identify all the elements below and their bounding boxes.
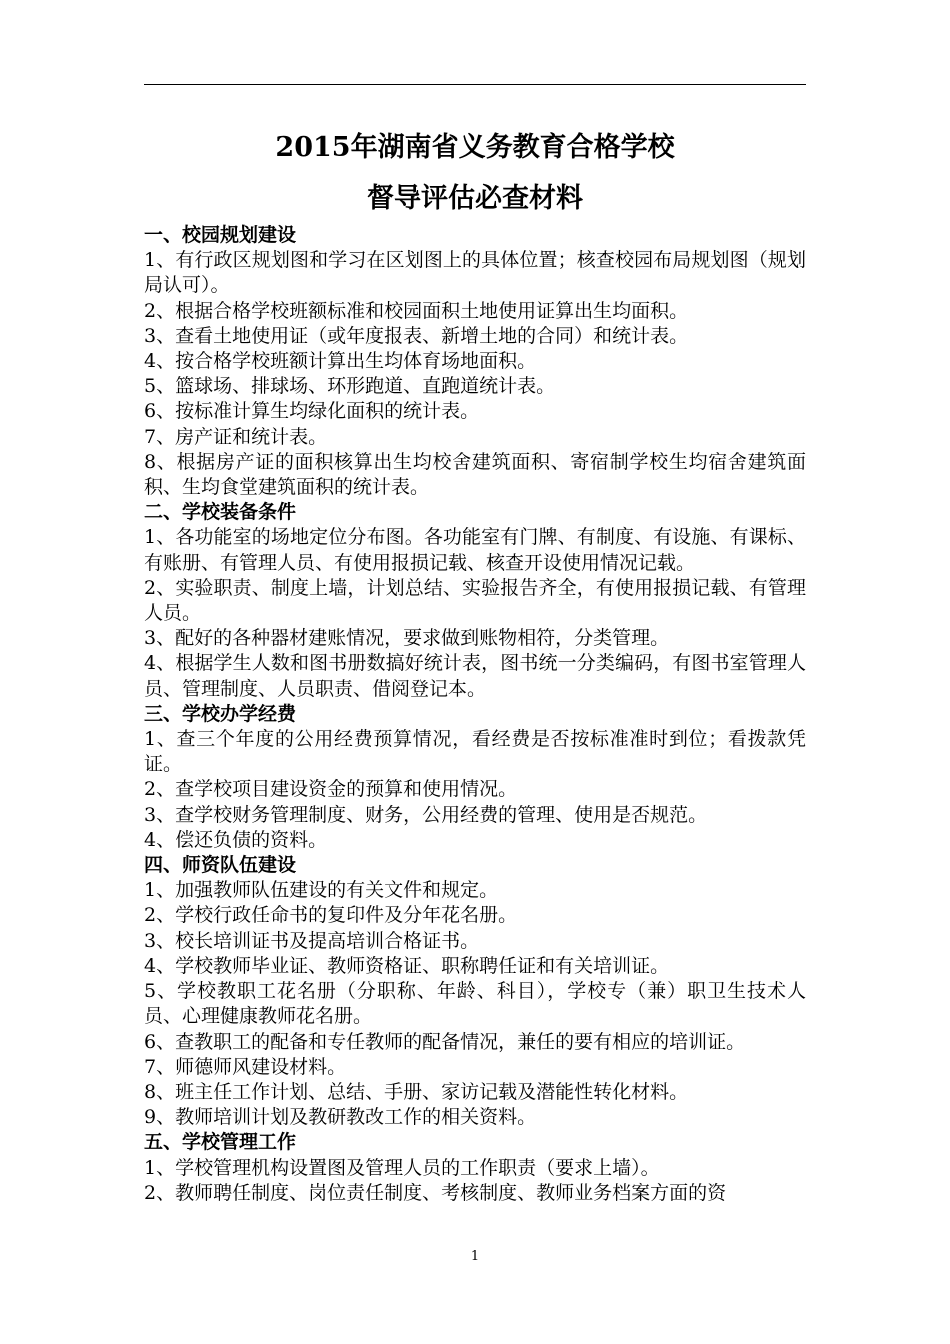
list-item: 4、按合格学校班额计算出生均体育场地面积。 (144, 350, 537, 373)
document-title-line-2: 督导评估必查材料 (367, 183, 583, 214)
list-item: 4、学校教师毕业证、教师资格证、职称聘任证和有关培训证。 (144, 954, 670, 977)
list-item: 1、学校管理机构设置图及管理人员的工作职责（要求上墙）。 (144, 1156, 660, 1179)
list-item: 3、查学校财务管理制度、财务，公用经费的管理、使用是否规范。 (144, 803, 708, 826)
section-heading: 一、校园规划建设 (144, 224, 297, 246)
list-item: 6、按标准计算生均绿化面积的统计表。 (144, 400, 480, 423)
list-item: 3、查看土地使用证（或年度报表、新增土地的合同）和统计表。 (144, 324, 689, 347)
section-school-funding (144, 702, 806, 853)
list-item: 8、班主任工作计划、总结、手册、家访记载及潜能性转化材料。 (144, 1080, 689, 1103)
list-item: 5、篮球场、排球场、环形跑道、直跑道统计表。 (144, 375, 556, 398)
section-heading: 五、学校管理工作 (144, 1131, 297, 1154)
section-heading: 二、学校装备条件 (144, 501, 297, 524)
list-item: 4、偿还负债的资料。 (144, 828, 328, 851)
page-number: 1 (470, 1249, 480, 1264)
list-item: 2、实验职责、制度上墙，计划总结、实验报告齐全，有使用报损记载、有管理人员。 (144, 576, 806, 625)
list-item: 2、查学校项目建设资金的预算和使用情况。 (144, 778, 518, 801)
section-teaching-staff (144, 853, 806, 1130)
section-heading: 三、学校办学经费 (144, 702, 297, 725)
list-item: 7、师德师风建设材料。 (144, 1055, 347, 1078)
list-item: 2、根据合格学校班额标准和校园面积土地使用证算出生均面积。 (144, 299, 689, 322)
document-body (144, 223, 806, 1206)
list-item: 4、根据学生人数和图书册数搞好统计表，图书统一分类编码，有图书室管理人员、管理制度、人员职责、借阅登记本。 (144, 652, 806, 700)
section-heading: 四、师资队伍建设 (144, 854, 297, 877)
list-item: 3、校长培训证书及提高培训合格证书。 (144, 929, 480, 952)
list-item: 1、有行政区规划图和学习在区划图上的具体位置；核查校园布局规划图（规划局认可）。 (144, 249, 806, 297)
list-item: 1、各功能室的场地定位分布图。各功能室有门牌、有制度、有设施、有课标、有账册、有管理人员、有使用报损记载、核查开设使用情况记载。 (144, 526, 806, 574)
header-rule (144, 84, 806, 85)
document-title-line-1: 2015年湖南省义务教育合格学校 (275, 132, 675, 163)
list-item: 2、教师聘任制度、岗位责任制度、考核制度、教师业务档案方面的资 (144, 1181, 727, 1204)
list-item: 3、配好的各种器材建账情况，要求做到账物相符，分类管理。 (144, 627, 670, 650)
list-item: 9、教师培训计划及教研教改工作的相关资料。 (144, 1106, 537, 1129)
list-item: 1、查三个年度的公用经费预算情况，看经费是否按标准准时到位；看拨款凭证。 (144, 728, 806, 776)
list-item: 7、房产证和统计表。 (144, 425, 328, 448)
section-campus-planning (144, 223, 806, 500)
section-school-equipment (144, 500, 806, 702)
list-item: 8、根据房产证的面积核算出生均校舍建筑面积、寄宿制学校生均宿舍建筑面积、生均食堂建筑面积的统计表。 (144, 450, 806, 499)
list-item: 6、查教职工的配备和专任教师的配备情况，兼任的要有相应的培训证。 (144, 1030, 746, 1053)
list-item: 2、学校行政任命书的复印件及分年花名册。 (144, 904, 518, 927)
list-item: 1、加强教师队伍建设的有关文件和规定。 (144, 879, 499, 902)
list-item: 5、学校教职工花名册（分职称、年龄、科目），学校专（兼）职卫生技术人员、心理健康教师花名册。 (144, 980, 806, 1028)
section-school-management (144, 1130, 806, 1206)
